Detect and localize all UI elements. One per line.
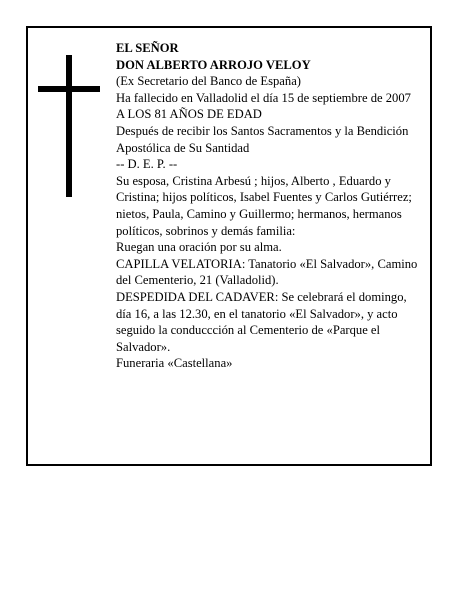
age-at-death: A LOS 81 AÑOS DE EDAD: [116, 107, 262, 122]
funeral-home: Funeraria «Castellana»: [116, 356, 233, 371]
obituary-text: [116, 40, 424, 372]
cross-icon: [38, 55, 100, 197]
cross-vertical-bar: [66, 55, 72, 197]
deceased-name: DON ALBERTO ARROJO VELOY: [116, 57, 311, 72]
obituary-notice: [26, 26, 432, 466]
sacraments-text: Después de recibir los Santos Sacramentos y la Bendición Apostólica de Su Santidad: [116, 123, 409, 155]
farewell-info: DESPEDIDA DEL CADAVER: Se celebrará el domingo, día 16, a las 12.30, en el tanatorio «El Salvador», y acto seguido la conduccción al Cementerio de «Parque el Salvador».: [116, 289, 407, 354]
cross-horizontal-bar: [38, 86, 100, 92]
death-announcement: Ha fallecido en Valladolid el día 15 de septiembre de 2007: [116, 90, 411, 105]
prayer-request: Ruegan una oración por su alma.: [116, 240, 282, 255]
chapel-info: CAPILLA VELATORIA: Tanatorio «El Salvador», Camino del Cementerio, 21 (Valladolid).: [116, 256, 418, 288]
rip-text: -- D. E. P. --: [116, 157, 178, 172]
notice-title: EL SEÑOR: [116, 41, 179, 55]
family-list: Su esposa, Cristina Arbesú ; hijos, Alberto , Eduardo y Cristina; hijos políticos, Isabel Fuentes y Carlos Gutiérrez; nietos, Paula, Camino y Guillermo; hermanos, hermanos políticos, sobrinos y demás familia:: [116, 173, 412, 238]
deceased-position: (Ex Secretario del Banco de España): [116, 74, 301, 89]
